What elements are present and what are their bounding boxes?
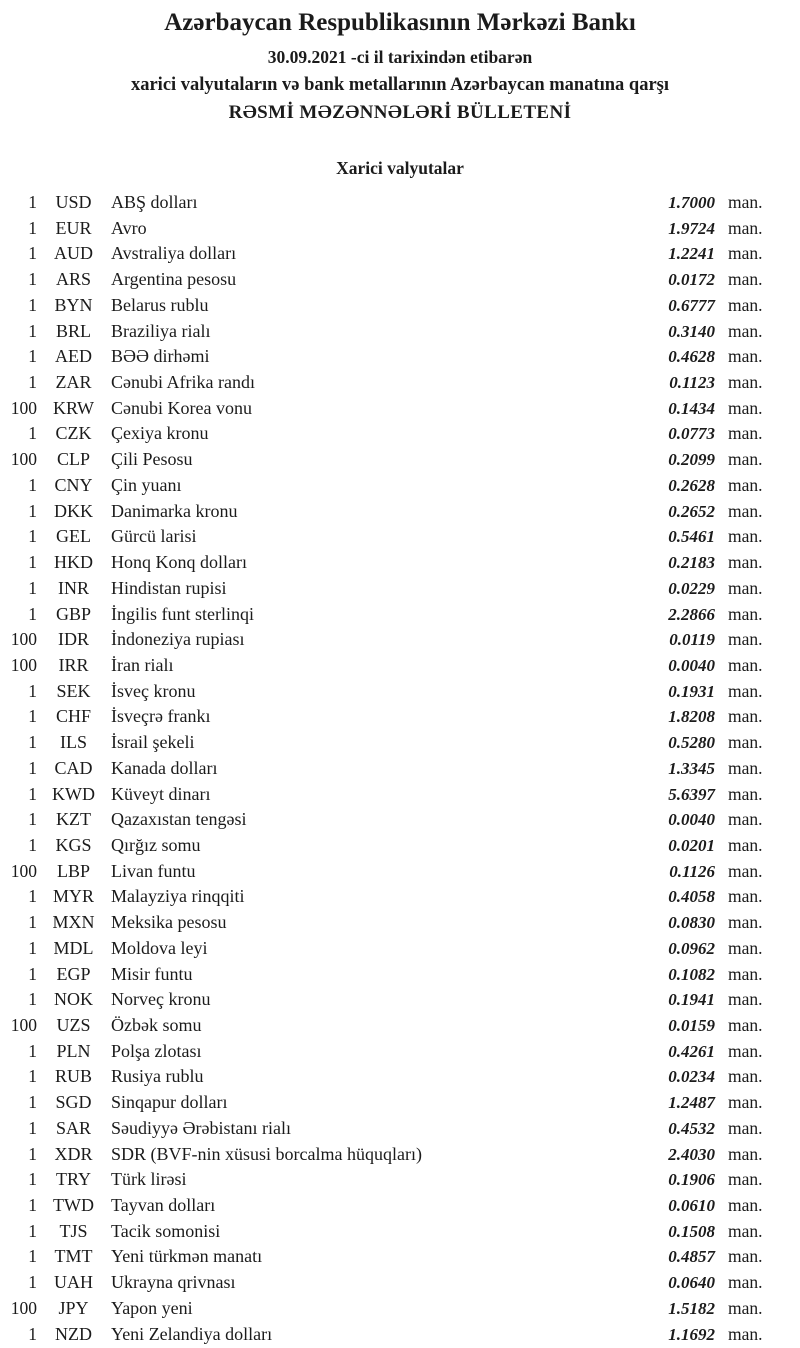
currency-qty: 1 <box>28 1246 37 1267</box>
currency-code: SEK <box>56 680 91 701</box>
currency-qty: 1 <box>28 1092 37 1113</box>
currency-rate: 0.0159 <box>668 1016 715 1035</box>
table-row <box>0 807 800 833</box>
unit-label: man. <box>728 1143 763 1164</box>
currency-name: Çexiya kronu <box>111 423 209 444</box>
unit-label: man. <box>728 346 763 367</box>
unit-label: man. <box>728 552 763 573</box>
table-row <box>0 241 800 267</box>
currency-name: İngilis funt sterlinqi <box>111 603 254 624</box>
unit-label: man. <box>728 1272 763 1293</box>
currency-rate: 0.0962 <box>668 938 715 958</box>
currency-code: IDR <box>58 629 89 650</box>
currency-rate: 0.0234 <box>668 1067 715 1087</box>
currency-code: GBP <box>55 603 91 624</box>
currency-name: Gürcü larisi <box>111 526 197 547</box>
unit-label: man. <box>728 1040 763 1061</box>
currency-code: JPY <box>58 1297 89 1318</box>
currency-rate: 0.5280 <box>668 733 715 753</box>
currency-qty: 100 <box>10 1015 37 1035</box>
currency-name: Tacik somonisi <box>111 1220 221 1241</box>
currency-code: DKK <box>54 500 93 521</box>
currency-name: SDR (BVF-nin xüsusi borcalma hüquqları) <box>111 1143 422 1164</box>
currency-qty: 1 <box>28 1169 37 1190</box>
currency-name: Meksika pesosu <box>111 912 227 933</box>
currency-qty: 1 <box>28 526 37 547</box>
currency-qty: 1 <box>28 732 37 753</box>
unit-label: man. <box>728 1195 763 1216</box>
currency-qty: 1 <box>28 372 37 393</box>
unit-label: man. <box>728 577 763 598</box>
currency-qty: 1 <box>28 603 37 624</box>
currency-code: CZK <box>55 423 92 444</box>
currency-qty: 100 <box>10 449 37 470</box>
currency-name: Qırğız somu <box>111 834 201 855</box>
unit-label: man. <box>728 474 763 495</box>
currency-code: TJS <box>59 1220 88 1241</box>
currency-name: Cənubi Korea vonu <box>111 397 252 418</box>
currency-rate: 2.2866 <box>668 604 715 624</box>
table-row <box>0 627 800 653</box>
currency-rate: 1.1692 <box>668 1324 715 1344</box>
currency-qty: 1 <box>28 500 37 521</box>
currency-code: CNY <box>54 474 93 495</box>
currency-qty: 1 <box>28 192 37 212</box>
currency-name: ABŞ dolları <box>111 192 198 212</box>
currency-rate: 0.1906 <box>668 1170 715 1190</box>
currency-rate: 1.3345 <box>668 758 715 778</box>
currency-name: Rusiya rublu <box>111 1066 204 1087</box>
currency-rate: 0.0640 <box>668 1273 715 1293</box>
currency-name: Misir funtu <box>111 963 193 984</box>
unit-label: man. <box>728 680 763 701</box>
currency-name: Norveç kronu <box>111 989 211 1010</box>
currency-code: ZAR <box>55 372 92 393</box>
unit-label: man. <box>728 757 763 778</box>
unit-label: man. <box>728 269 763 290</box>
unit-label: man. <box>728 603 763 624</box>
header-bank-name: Azərbaycan Respublikasının Mərkəzi Bankı <box>164 9 636 36</box>
unit-label: man. <box>728 706 763 727</box>
table-row <box>0 473 800 499</box>
currency-code: IRR <box>58 654 89 675</box>
currency-rate: 1.2487 <box>668 1093 715 1113</box>
unit-label: man. <box>728 1169 763 1190</box>
currency-name: Qazaxıstan tengəsi <box>111 809 247 830</box>
currency-code: UAH <box>54 1272 93 1293</box>
unit-label: man. <box>728 449 763 470</box>
currency-rate: 0.1123 <box>669 373 715 393</box>
currency-qty: 1 <box>28 346 37 367</box>
currency-qty: 1 <box>28 243 37 264</box>
currency-code: BRL <box>55 320 91 341</box>
table-row <box>0 884 800 910</box>
currency-qty: 1 <box>28 834 37 855</box>
currency-rate: 0.4532 <box>668 1118 715 1138</box>
currency-name: Çili Pesosu <box>111 449 193 470</box>
currency-rate: 0.0119 <box>669 630 715 650</box>
currency-code: CLP <box>56 449 90 470</box>
currency-name: İsrail şekeli <box>111 732 195 753</box>
unit-label: man. <box>728 654 763 675</box>
currency-rate: 1.5182 <box>668 1298 715 1318</box>
unit-label: man. <box>728 963 763 984</box>
currency-name: Ukrayna qrivnası <box>111 1272 236 1293</box>
currency-qty: 1 <box>28 1220 37 1241</box>
table-row <box>0 396 800 422</box>
header-date-line: 30.09.2021 -ci il tarixindən etibarən <box>267 47 533 67</box>
currency-rate: 0.1941 <box>668 990 715 1010</box>
unit-label: man. <box>728 1297 763 1318</box>
currency-code: KRW <box>52 397 94 418</box>
currency-rate: 2.4030 <box>668 1144 715 1164</box>
currency-code: GEL <box>56 526 91 547</box>
table-row <box>0 319 800 345</box>
currency-rate: 0.4058 <box>668 887 715 907</box>
currency-rate: 0.1931 <box>668 681 715 701</box>
currency-qty: 1 <box>28 1117 37 1138</box>
currency-rate: 5.6397 <box>668 784 715 804</box>
currency-name: Çin yuanı <box>111 474 182 495</box>
currency-code: MXN <box>52 912 95 933</box>
currency-code: NZD <box>55 1323 92 1344</box>
unit-label: man. <box>728 860 763 881</box>
unit-label: man. <box>728 1066 763 1087</box>
unit-label: man. <box>728 1220 763 1241</box>
currency-rate: 0.6777 <box>668 295 715 315</box>
currency-name: Cənubi Afrika randı <box>111 372 255 393</box>
currency-code: SAR <box>55 1117 91 1138</box>
currency-qty: 1 <box>28 217 37 238</box>
currency-code: EUR <box>55 217 92 238</box>
currency-qty: 1 <box>28 912 37 933</box>
currency-qty: 1 <box>28 552 37 573</box>
currency-rate: 1.7000 <box>668 193 715 212</box>
currency-code: ILS <box>60 732 87 753</box>
currency-rate: 0.0172 <box>668 270 715 290</box>
currency-code: CAD <box>54 757 93 778</box>
currency-rate: 0.2652 <box>668 501 715 521</box>
currency-code: NOK <box>54 989 93 1010</box>
currency-name: Səudiyyə Ərəbistanı rialı <box>111 1117 291 1138</box>
currency-rate: 0.1508 <box>668 1221 715 1241</box>
header-bulletin-title: RƏSMİ MƏZƏNNƏLƏRİ BÜLLETENİ <box>228 102 572 123</box>
table-row <box>0 756 800 782</box>
table-row <box>0 962 800 988</box>
currency-name: Kanada dolları <box>111 757 218 778</box>
unit-label: man. <box>728 937 763 958</box>
currency-code: ARS <box>55 269 91 290</box>
currency-code: LBP <box>56 860 90 881</box>
table-row <box>0 1244 800 1270</box>
currency-name: Belarus rublu <box>111 294 209 315</box>
currency-qty: 1 <box>28 989 37 1010</box>
currency-name: Argentina pesosu <box>111 269 237 290</box>
table-row <box>0 344 800 370</box>
table-row <box>0 1142 800 1168</box>
currency-rate: 0.3140 <box>668 321 715 341</box>
currency-code: RUB <box>54 1066 92 1087</box>
currency-qty: 1 <box>28 1143 37 1164</box>
currency-qty: 1 <box>28 1272 37 1293</box>
unit-label: man. <box>728 1246 763 1267</box>
unit-label: man. <box>728 809 763 830</box>
currency-name: Türk lirəsi <box>111 1169 187 1190</box>
unit-label: man. <box>728 732 763 753</box>
table-row <box>0 1296 800 1322</box>
currency-name: Yapon yeni <box>111 1297 193 1318</box>
currency-code: TRY <box>55 1169 91 1190</box>
currency-name: Avstraliya dolları <box>111 243 237 264</box>
currency-name: Malayziya rinqqiti <box>111 886 245 907</box>
unit-label: man. <box>728 500 763 521</box>
currency-name: Yeni Zelandiya dolları <box>111 1323 273 1344</box>
currency-rate: 1.2241 <box>668 244 715 264</box>
currency-code: KGS <box>55 834 92 855</box>
currency-qty: 1 <box>28 1195 37 1216</box>
currency-rate: 0.4857 <box>668 1247 715 1267</box>
currency-name: Danimarka kronu <box>111 500 238 521</box>
unit-label: man. <box>728 834 763 855</box>
unit-label: man. <box>728 372 763 393</box>
header-subject-line: xarici valyutaların və bank metallarının Azərbaycan manatına qarşı <box>130 75 670 95</box>
currency-code: KWD <box>52 783 95 804</box>
unit-label: man. <box>728 1117 763 1138</box>
unit-label: man. <box>728 397 763 418</box>
table-row <box>0 833 800 859</box>
currency-rate: 1.8208 <box>668 707 715 727</box>
table-row <box>0 1090 800 1116</box>
table-row <box>0 550 800 576</box>
unit-label: man. <box>728 217 763 238</box>
currency-code: TMT <box>54 1246 93 1267</box>
table-row <box>0 1039 800 1065</box>
table-row <box>0 1167 800 1193</box>
table-row <box>0 679 800 705</box>
currency-name: Moldova leyi <box>111 937 208 958</box>
table-row <box>0 370 800 396</box>
currency-name: Sinqapur dolları <box>111 1092 228 1113</box>
table-row <box>0 1193 800 1219</box>
table-row <box>0 704 800 730</box>
table-row <box>0 293 800 319</box>
currency-name: Yeni türkmən manatı <box>111 1246 263 1267</box>
table-row <box>0 267 800 293</box>
currency-name: BƏƏ dirhəmi <box>111 346 210 367</box>
currency-rate: 0.1082 <box>668 964 715 984</box>
currency-qty: 100 <box>10 860 37 881</box>
table-row <box>0 447 800 473</box>
unit-label: man. <box>728 320 763 341</box>
currency-code: UZS <box>56 1015 91 1035</box>
currency-qty: 100 <box>10 397 37 418</box>
unit-label: man. <box>728 989 763 1010</box>
unit-label: man. <box>728 1323 763 1344</box>
currency-qty: 100 <box>10 1297 37 1318</box>
unit-label: man. <box>728 783 763 804</box>
currency-rate: 0.0040 <box>668 655 715 675</box>
currency-rate: 0.0040 <box>668 810 715 830</box>
currency-qty: 1 <box>28 886 37 907</box>
unit-label: man. <box>728 912 763 933</box>
currency-rate: 0.0773 <box>668 424 715 444</box>
unit-label: man. <box>728 1015 763 1035</box>
table-row <box>0 1013 800 1039</box>
table-row <box>0 190 800 216</box>
currency-code: INR <box>58 577 89 598</box>
currency-code: USD <box>55 192 92 212</box>
currency-qty: 100 <box>10 629 37 650</box>
currency-qty: 1 <box>28 809 37 830</box>
table-row <box>0 216 800 242</box>
currency-rate: 1.9724 <box>668 218 715 238</box>
currency-qty: 1 <box>28 269 37 290</box>
currency-rate: 0.0229 <box>668 578 715 598</box>
unit-label: man. <box>728 886 763 907</box>
table-row <box>0 910 800 936</box>
currency-rate: 0.1126 <box>669 861 715 881</box>
currency-name: Tayvan dolları <box>111 1195 216 1216</box>
table-row <box>0 1116 800 1142</box>
currency-rate: 0.0201 <box>668 835 715 855</box>
unit-label: man. <box>728 294 763 315</box>
table-row <box>0 730 800 756</box>
table-row <box>0 576 800 602</box>
currency-qty: 1 <box>28 320 37 341</box>
currency-code: SGD <box>55 1092 92 1113</box>
currency-name: Polşa zlotası <box>111 1040 202 1061</box>
currency-code: KZT <box>56 809 91 830</box>
table-row <box>0 1322 800 1348</box>
table-row <box>0 421 800 447</box>
currency-code: MYR <box>52 886 94 907</box>
currency-name: İsveç kronu <box>111 680 196 701</box>
currency-name: İndoneziya rupiası <box>111 629 245 650</box>
currency-rate: 0.2099 <box>668 450 715 470</box>
table-row <box>0 859 800 885</box>
currency-code: HKD <box>54 552 93 573</box>
currency-rate: 0.1434 <box>668 398 715 418</box>
currency-rate: 0.4261 <box>668 1041 715 1061</box>
table-row <box>0 653 800 679</box>
currency-qty: 1 <box>28 757 37 778</box>
unit-label: man. <box>728 1092 763 1113</box>
table-row <box>0 602 800 628</box>
currency-qty: 1 <box>28 1323 37 1344</box>
currency-qty: 1 <box>28 577 37 598</box>
currency-qty: 1 <box>28 1066 37 1087</box>
currency-name: Hindistan rupisi <box>111 577 227 598</box>
table-row <box>0 782 800 808</box>
currency-code: CHF <box>55 706 91 727</box>
currency-rate: 0.0610 <box>668 1196 715 1216</box>
currency-qty: 1 <box>28 680 37 701</box>
table-row <box>0 499 800 525</box>
currency-qty: 1 <box>28 423 37 444</box>
currency-qty: 1 <box>28 706 37 727</box>
rates-table <box>0 190 800 1347</box>
currency-name: İran rialı <box>111 654 174 675</box>
unit-label: man. <box>728 526 763 547</box>
currency-name: Braziliya rialı <box>111 320 211 341</box>
currency-qty: 100 <box>10 654 37 675</box>
currency-code: AUD <box>54 243 93 264</box>
currency-name: Avro <box>111 217 147 238</box>
currency-qty: 1 <box>28 937 37 958</box>
currency-name: Honq Konq dolları <box>111 552 247 573</box>
currency-name: Küveyt dinarı <box>111 783 211 804</box>
currency-code: EGP <box>56 963 91 984</box>
table-row <box>0 1270 800 1296</box>
currency-qty: 1 <box>28 1040 37 1061</box>
unit-label: man. <box>728 423 763 444</box>
currency-rate: 0.2628 <box>668 475 715 495</box>
currency-code: TWD <box>53 1195 94 1216</box>
currency-qty: 1 <box>28 783 37 804</box>
currency-name: İsveçrə frankı <box>111 706 211 727</box>
currency-code: BYN <box>54 294 93 315</box>
currency-code: MDL <box>53 937 94 958</box>
currency-name: Özbək somu <box>111 1015 202 1035</box>
currency-code: AED <box>55 346 92 367</box>
table-row <box>0 1219 800 1245</box>
currency-rate: 0.2183 <box>668 553 715 573</box>
currency-code: XDR <box>54 1143 93 1164</box>
table-row <box>0 987 800 1013</box>
currency-qty: 1 <box>28 294 37 315</box>
unit-label: man. <box>728 243 763 264</box>
currency-rate: 0.4628 <box>668 347 715 367</box>
currency-qty: 1 <box>28 474 37 495</box>
table-row <box>0 1064 800 1090</box>
section-title-foreign-currencies: Xarici valyutalar <box>336 158 464 178</box>
currency-rate: 0.5461 <box>668 527 715 547</box>
unit-label: man. <box>728 629 763 650</box>
currency-name: Livan funtu <box>111 860 196 881</box>
table-row <box>0 524 800 550</box>
table-row <box>0 936 800 962</box>
currency-qty: 1 <box>28 963 37 984</box>
currency-code: PLN <box>56 1040 91 1061</box>
currency-rate: 0.0830 <box>668 913 715 933</box>
unit-label: man. <box>728 192 763 212</box>
